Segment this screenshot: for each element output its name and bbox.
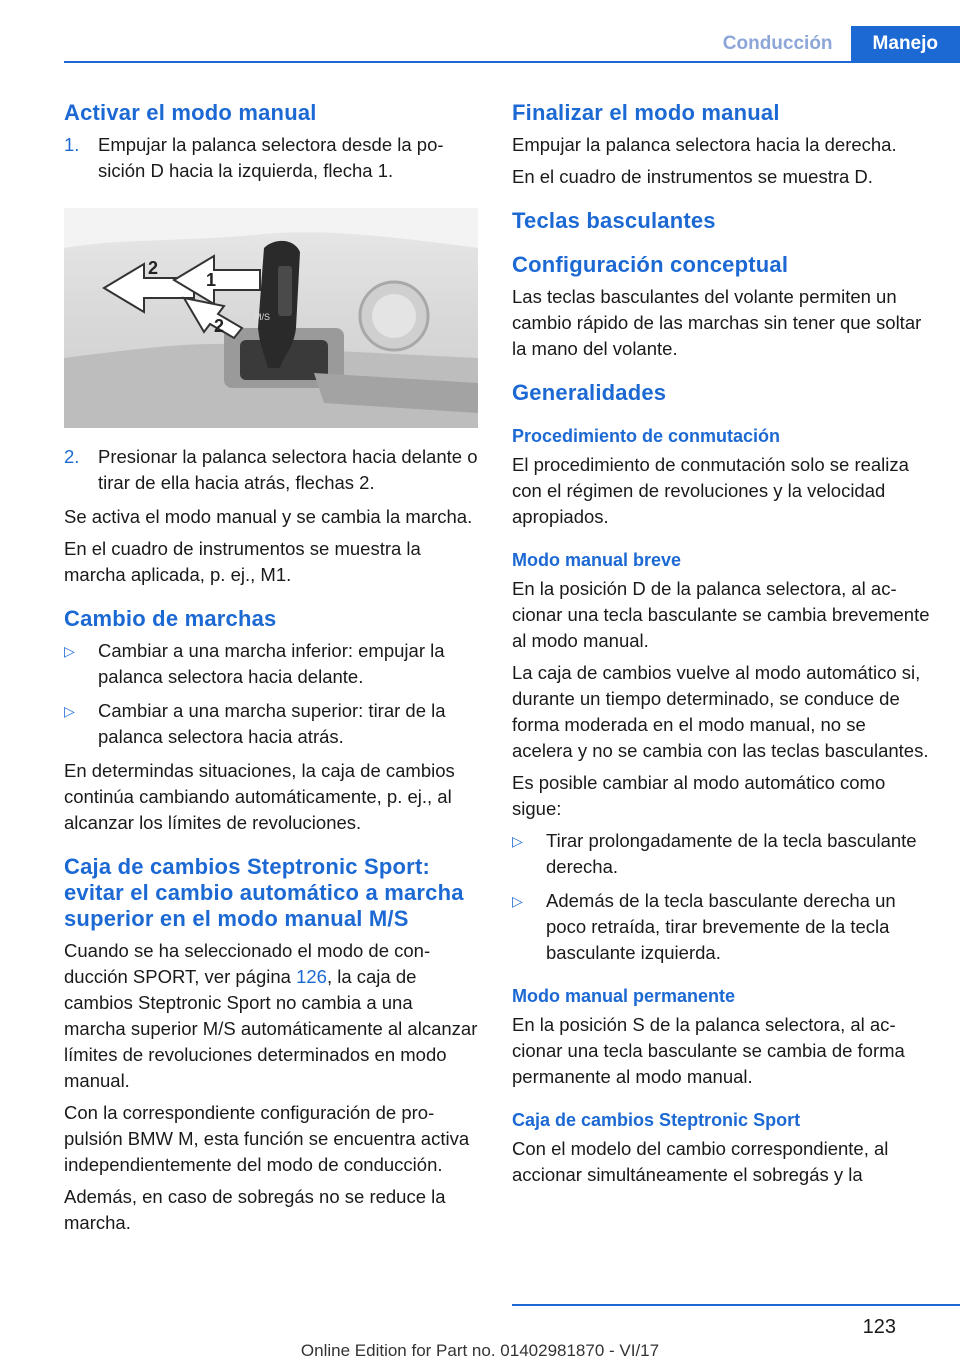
bullet-triangle-icon: ▷: [64, 643, 75, 659]
edition-note: Online Edition for Part no. 01402981870 - VI/17: [300, 1341, 660, 1360]
bullet-item: [512, 888, 930, 966]
arrow-2b-label: 2: [214, 316, 225, 336]
heading-modo-manual-permanente: Modo manual permanente: [512, 986, 736, 1006]
header-rule: [64, 61, 960, 63]
heading-steptronic-sport: Caja de cambios Steptronic Sport: [512, 1110, 801, 1130]
step-text: Presionar la palanca selectora hacia delante o tirar de ella hacia atrás, flechas 2.: [98, 446, 478, 493]
bullet-item: [64, 698, 478, 750]
paragraph-text: , la caja de cambios Steptronic Sport no cambia a una marcha superior M/S automáticamente al alcanzar límites de revoluciones determinados en modo manual.: [64, 966, 478, 1091]
paragraph: La caja de cambios vuelve al modo automático si, durante un tiempo determinado, se conduce de forma moderada en el modo manual, no se acelera y no se cambia con las teclas basculantes.: [512, 662, 929, 761]
heading-generalidades: Generalidades: [512, 380, 667, 405]
tab-manejo[interactable]: Manejo: [851, 26, 960, 62]
header-tabs: [705, 26, 960, 62]
heading-caja-steptronic: Caja de cambios Steptronic Sport: evitar el cambio automático a marcha superior en el modo manual M/S: [64, 854, 464, 931]
paragraph: El procedimiento de conmutación solo se realiza con el régimen de revoluciones y la velocidad apropiados.: [512, 454, 909, 527]
arrow-2-label: 2: [148, 258, 159, 278]
paragraph: Es posible cambiar al modo automático como sigue:: [512, 772, 886, 819]
page-number: 123: [862, 1316, 896, 1338]
heading-teclas-basculantes: Teclas basculantes: [512, 208, 716, 233]
bullet-item: [64, 638, 478, 690]
bullet-triangle-icon: ▷: [512, 833, 523, 849]
gate-label: M/S: [254, 312, 271, 322]
step-text: Empujar la palanca selectora desde la posición D hacia la izquierda, flecha 1.: [98, 134, 444, 181]
paragraph: En el cuadro de instrumentos se muestra la marcha aplicada, p. ej., M1.: [64, 538, 421, 585]
heading-cambio-de-marchas: Cambio de marchas: [64, 606, 277, 631]
paragraph: En determindas situaciones, la caja de cambios continúa cambiando automáticamente, p. ej., al alcanzar los límites de revoluciones.: [64, 760, 455, 833]
paragraph: En el cuadro de instrumentos se muestra D.: [512, 166, 873, 187]
gear-selector-figure: [64, 208, 478, 428]
step-1: [64, 132, 478, 184]
heading-procedimiento: Procedimiento de conmutación: [512, 426, 781, 446]
arrow-1-label: 1: [206, 270, 217, 290]
page-reference-link[interactable]: 126: [296, 966, 327, 987]
paragraph: En la posición S de la palanca selectora, al accionar una tecla basculante se cambia de forma permanente al modo manual.: [512, 1014, 905, 1087]
bullet-text: Tirar prolongadamente de la tecla basculante derecha.: [546, 830, 917, 877]
paragraph: En la posición D de la palanca selectora, al accionar una tecla basculante se cambia brevemente al modo manual.: [512, 578, 930, 651]
bullet-triangle-icon: ▷: [512, 893, 523, 909]
bullet-text: Cambiar a una marcha superior: tirar de la palanca selectora hacia atrás.: [98, 700, 446, 747]
paragraph: Se activa el modo manual y se cambia la marcha.: [64, 506, 473, 527]
paragraph: Con el modelo del cambio correspondiente, al accionar simultáneamente el sobregás y la: [512, 1138, 889, 1185]
bullet-item: [512, 828, 930, 880]
right-column: [512, 100, 930, 1194]
bullet-text: Cambiar a una marcha inferior: empujar la palanca selectora hacia delante.: [98, 640, 445, 687]
heading-configuracion-conceptual: Configuración conceptual: [512, 252, 789, 277]
tab-conduccion[interactable]: Conducción: [722, 33, 833, 54]
bullet-triangle-icon: ▷: [64, 703, 75, 719]
left-column: [64, 100, 478, 1242]
paragraph-text: Cuando se ha seleccionado el modo de conducción SPORT, ver página: [64, 940, 431, 987]
footer-rule: [512, 1304, 960, 1306]
heading-modo-manual-breve: Modo manual breve: [512, 550, 682, 570]
bullet-text: Además de la tecla basculante derecha un poco retraída, tirar brevemente de la tecla basculante izquierda.: [546, 890, 896, 963]
step-number: 2.: [64, 446, 80, 467]
paragraph: Las teclas basculantes del volante permiten un cambio rápido de las marchas sin tener que soltar la mano del volante.: [512, 286, 922, 359]
step-2: [64, 444, 478, 496]
paragraph: Empujar la palanca selectora hacia la derecha.: [512, 134, 897, 155]
paragraph: Con la correspondiente configuración de propulsión BMW M, esta función se encuentra activa independientemente del modo de conducción.: [64, 1102, 470, 1175]
step-number: 1.: [64, 134, 80, 155]
paragraph: [64, 938, 478, 1094]
gear-selector-illustration: [64, 208, 478, 428]
paragraph: Además, en caso de sobregás no se reduce la marcha.: [64, 1186, 446, 1233]
heading-finalizar-modo-manual: Finalizar el modo manual: [512, 100, 780, 125]
heading-activar-modo-manual: Activar el modo manual: [64, 100, 317, 125]
